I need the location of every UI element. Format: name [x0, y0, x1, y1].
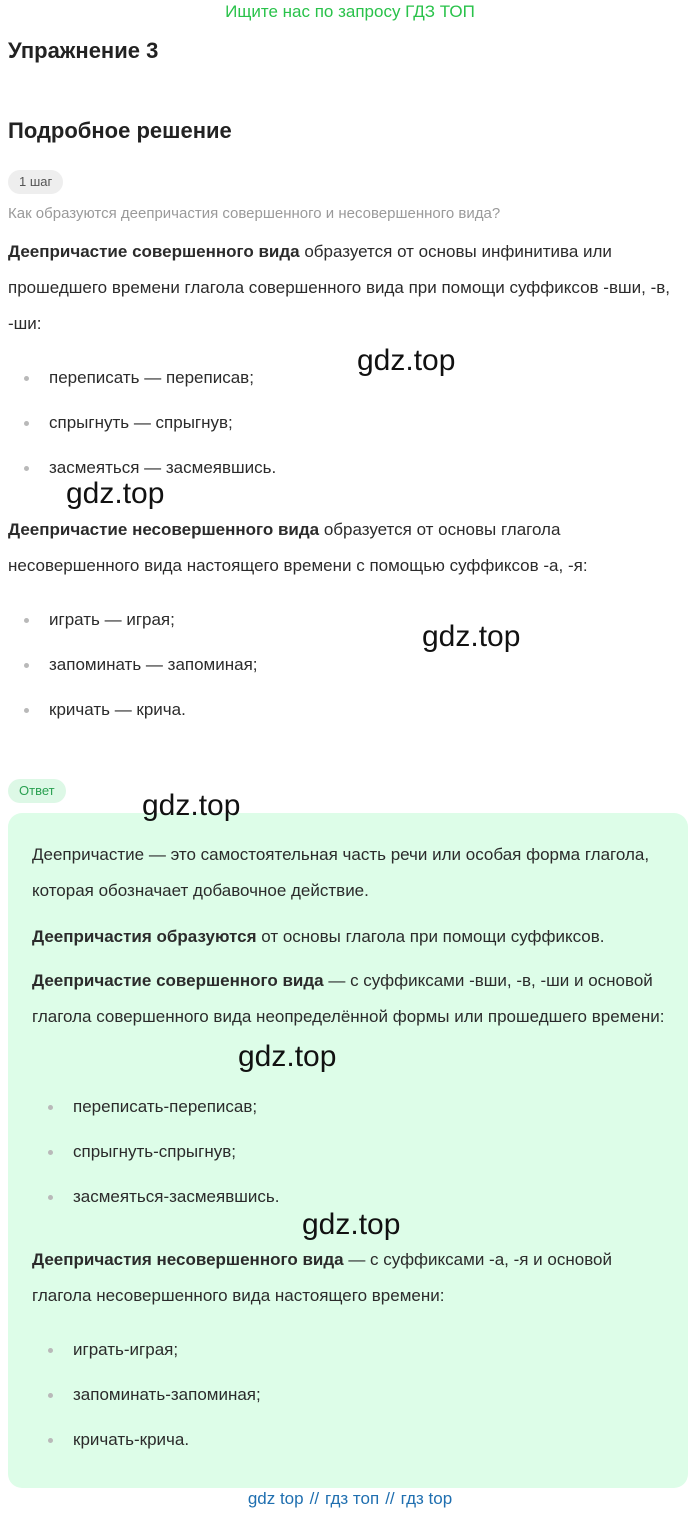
- perfect-aspect-term: Деепричастие совершенного вида: [8, 242, 300, 261]
- answer-formation-text: от основы глагола при помощи суффиксов.: [256, 927, 605, 946]
- exercise-title: Упражнение 3: [8, 38, 159, 63]
- answer-imperfect-paragraph: [32, 1242, 672, 1314]
- watermark: gdz.top: [238, 1040, 337, 1073]
- answer-perfect-paragraph: [32, 963, 672, 1035]
- answer-definition: Деепричастие — это самостоятельная часть речи или особая форма глагола, которая обозначает добавочное действие.: [32, 845, 650, 900]
- answer-imperfect-examples-list: [44, 1336, 261, 1471]
- answer-perfect-term: Деепричастие совершенного вида: [32, 971, 324, 990]
- perfect-aspect-text: образуется от основы инфинитива или прошедшего времени глагола совершенного вида при помощи суффиксов -вши, -в, -ши:: [8, 242, 670, 333]
- answer-perfect-examples-list: [44, 1093, 279, 1228]
- footer-separator: //: [309, 1489, 320, 1508]
- footer-link-gdz-top[interactable]: gdz top: [247, 1489, 304, 1508]
- list-item: играть-играя;: [44, 1336, 261, 1381]
- perfect-aspect-paragraph: [8, 234, 692, 342]
- list-item: кричать-крича.: [44, 1426, 261, 1471]
- watermark: gdz.top: [357, 344, 456, 377]
- answer-imperfect-text: — с суффиксами -а, -я и основой глагола несовершенного вида настоящего времени:: [32, 1250, 612, 1305]
- list-item: спрыгнуть-спрыгнув;: [44, 1138, 279, 1183]
- imperfect-aspect-text: образуется от основы глагола несовершенного вида настоящего времени с помощью суффиксов -а, -я:: [8, 520, 588, 575]
- watermark: gdz.top: [66, 477, 165, 510]
- list-item: запоминать-запоминая;: [44, 1381, 261, 1426]
- list-item: переписать — переписав;: [20, 364, 276, 409]
- watermark: gdz.top: [142, 789, 241, 822]
- step-badge: 1 шаг: [8, 170, 63, 194]
- imperfect-examples-list: [20, 606, 258, 741]
- footer-separator: //: [385, 1489, 395, 1508]
- answer-formation: [32, 919, 672, 955]
- step-question: Как образуются деепричастия совершенного и несовершенного вида?: [8, 205, 501, 222]
- list-item: засмеяться — засмеявшись.: [20, 454, 276, 499]
- list-item: кричать — крича.: [20, 696, 258, 741]
- solution-title: Подробное решение: [8, 118, 232, 143]
- imperfect-aspect-term: Деепричастие несовершенного вида: [8, 520, 320, 539]
- watermark: gdz.top: [302, 1208, 401, 1241]
- list-item: играть — играя;: [20, 606, 258, 651]
- answer-panel: [8, 813, 688, 1488]
- list-item: засмеяться-засмеявшись.: [44, 1183, 279, 1228]
- answer-badge: Ответ: [8, 779, 66, 803]
- list-item: запоминать — запоминая;: [20, 651, 258, 696]
- answer-perfect-text: — с суффиксами -вши, -в, -ши и основой глагола совершенного вида неопределённой формы или прошедшего времени:: [32, 971, 665, 1026]
- search-banner: Ищите нас по запросу ГДЗ ТОП: [225, 2, 475, 21]
- footer-links: [0, 1489, 700, 1509]
- answer-imperfect-term: Деепричастия несовершенного вида: [32, 1250, 344, 1269]
- footer-link-gdz-top-mixed[interactable]: гдз top: [400, 1489, 453, 1508]
- watermark: gdz.top: [422, 620, 521, 653]
- footer-link-gdz-top-ru[interactable]: гдз топ: [325, 1489, 380, 1508]
- list-item: переписать-переписав;: [44, 1093, 279, 1138]
- imperfect-aspect-paragraph: [8, 512, 692, 584]
- answer-formation-term: Деепричастия образуются: [32, 927, 257, 946]
- list-item: спрыгнуть — спрыгнув;: [20, 409, 276, 454]
